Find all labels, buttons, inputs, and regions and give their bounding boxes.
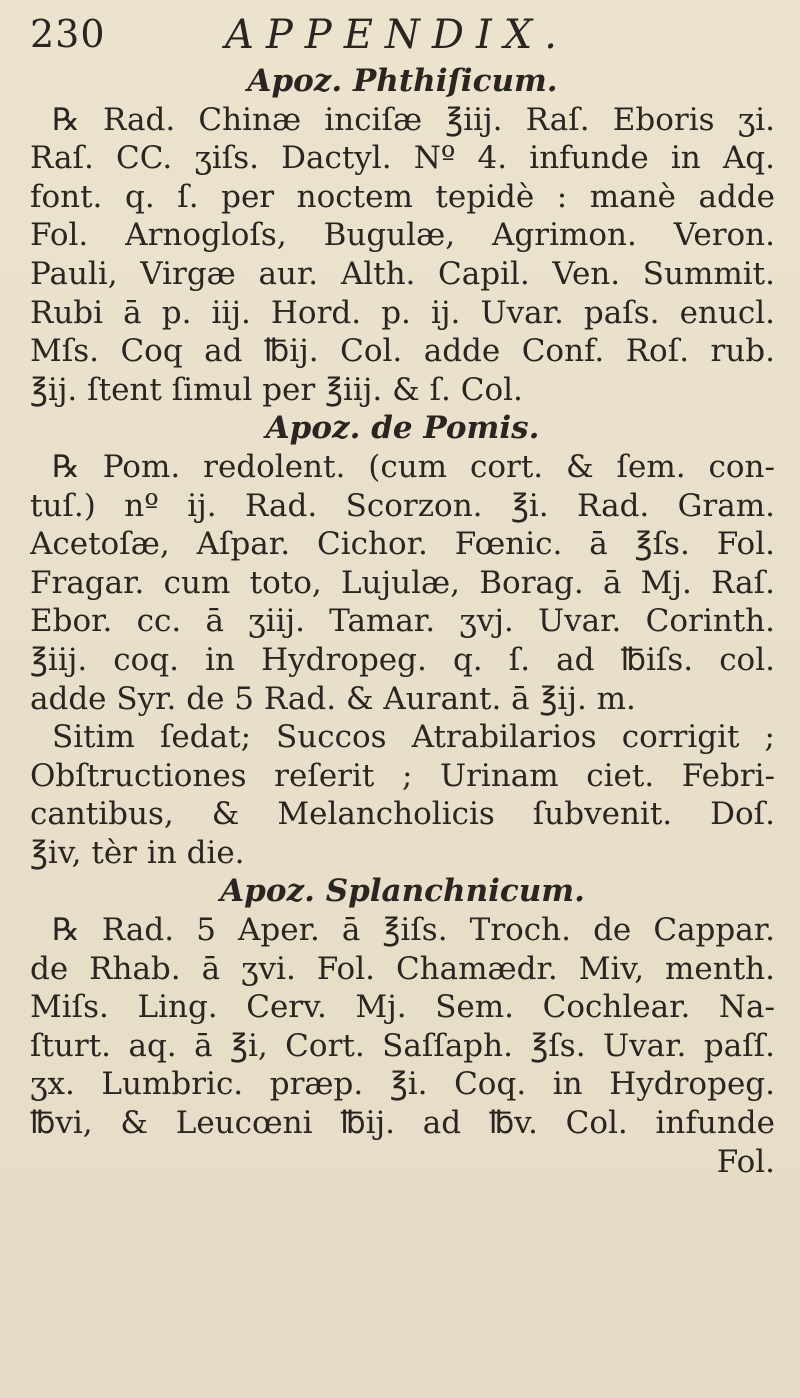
running-head: APPENDIX. bbox=[225, 12, 569, 58]
page-number: 230 bbox=[30, 12, 106, 56]
text-line: Acetoſæ, Aſpar. Cichor. Fœnic. ā ℥ſs. Fol. bbox=[30, 526, 775, 563]
text-line: Miſs. Ling. Cerv. Mj. Sem. Cochlear. Na- bbox=[30, 989, 775, 1026]
text-line: ſturt. aq. ā ℥i, Cort. Saſſaph. ℥ſs. Uvar. paſſ. bbox=[30, 1027, 775, 1064]
text-line: ℥ij. ſtent ſimul per ℥iij. & ſ. Col. bbox=[30, 371, 523, 408]
text-line: tuſ.) nº ij. Rad. Scorzon. ℥i. Rad. Gram. bbox=[30, 487, 775, 524]
text-line: ℞ Pom. redolent. (cum cort. & ſem. con- bbox=[52, 448, 775, 485]
catchword: Fol. bbox=[716, 1143, 775, 1180]
text-line: ʒx. Lumbric. præp. ℥i. Coq. in Hydropeg. bbox=[30, 1066, 775, 1103]
recipe-heading: Apoz. Splanchnicum. bbox=[220, 873, 585, 910]
text-line: Fragar. cum toto, Lujulæ, Borag. ā Mj. Raſ. bbox=[30, 564, 775, 601]
text-line: Rubi ā p. iij. Hord. p. ij. Uvar. paſs. enucl. bbox=[30, 294, 775, 331]
text-line: de Rhab. ā ʒvi. Fol. Chamædr. Miv, menth. bbox=[30, 950, 775, 987]
text-line: ℞ Rad. Chinæ inciſæ ℥iij. Raſ. Eboris ʒi. bbox=[52, 101, 775, 138]
page-header bbox=[30, 12, 770, 62]
text-line: Sitim ſedat; Succos Atrabilarios corrigit ; bbox=[52, 719, 775, 756]
text-line: ℞ Rad. 5 Aper. ā ℥iſs. Troch. de Cappar. bbox=[52, 912, 775, 949]
text-block bbox=[30, 62, 775, 1181]
text-line: ℥iij. coq. in Hydropeg. q. ſ. ad ℔iſs. col. bbox=[30, 641, 775, 678]
text-line: cantibus, & Melancholicis ſubvenit. Doſ. bbox=[30, 796, 775, 833]
text-line: ℔vi, & Leucœni ℔ij. ad ℔v. Col. infunde bbox=[30, 1105, 775, 1142]
recipe-heading: Apoz. de Pomis. bbox=[265, 410, 540, 447]
text-line: Pauli, Virgæ aur. Alth. Capil. Ven. Summit. bbox=[30, 255, 775, 292]
text-line: Ebor. cc. ā ʒiij. Tamar. ʒvj. Uvar. Corinth. bbox=[30, 603, 775, 640]
text-line: Raſ. CC. ʒiſs. Dactyl. Nº 4. infunde in Aq. bbox=[30, 140, 775, 177]
text-line: ℥iv, tèr in die. bbox=[30, 834, 245, 871]
text-line: Fol. Arnogloſs, Bugulæ, Agrimon. Veron. bbox=[30, 217, 775, 254]
text-line: font. q. ſ. per noctem tepidè : manè adde bbox=[30, 178, 775, 215]
text-line: Mſs. Coq ad ℔ij. Col. adde Conf. Roſ. rub. bbox=[30, 333, 775, 370]
text-line: adde Syr. de 5 Rad. & Aurant. ā ℥ij. m. bbox=[30, 680, 636, 717]
recipe-heading: Apoz. Phthiſicum. bbox=[247, 63, 558, 99]
text-line: Obſtructiones reſerit ; Urinam ciet. Febri- bbox=[30, 757, 775, 794]
